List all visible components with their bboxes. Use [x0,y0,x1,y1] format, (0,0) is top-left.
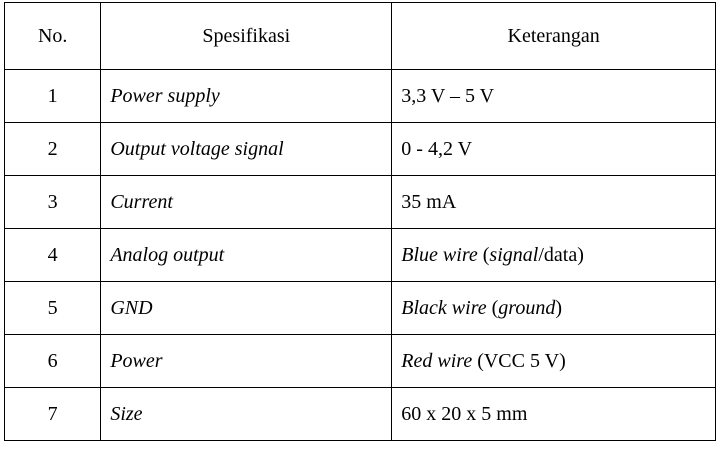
table-row [5,229,716,282]
keterangan-segment: ground [498,296,556,319]
table-row [5,70,716,123]
cell-no: 4 [5,229,101,282]
keterangan-segment: 60 x 20 x 5 mm [401,402,528,425]
keterangan-segment: (VCC 5 V) [472,349,566,372]
cell-no: 6 [5,335,101,388]
header-keterangan: Keterangan [392,3,716,70]
cell-spesifikasi: Size [101,388,392,441]
cell-spesifikasi: Analog output [101,229,392,282]
keterangan-segment: ( [486,296,499,319]
table-body [5,70,716,441]
cell-spesifikasi: Power supply [101,70,392,123]
table-row [5,388,716,441]
cell-spesifikasi: Output voltage signal [101,123,392,176]
cell-keterangan [392,335,716,388]
keterangan-segment: ) [555,296,563,319]
table-row [5,335,716,388]
keterangan-segment: signal [489,243,539,266]
specification-table [4,2,716,441]
cell-keterangan [392,123,716,176]
cell-spesifikasi: Current [101,176,392,229]
cell-keterangan [392,229,716,282]
cell-spesifikasi: Power [101,335,392,388]
cell-spesifikasi: GND [101,282,392,335]
cell-keterangan [392,70,716,123]
cell-no: 2 [5,123,101,176]
keterangan-segment: Blue wire [401,243,478,266]
cell-no: 7 [5,388,101,441]
keterangan-segment: /data) [538,243,584,266]
header-no: No. [5,3,101,70]
header-spesifikasi: Spesifikasi [101,3,392,70]
keterangan-segment: Black wire [401,296,487,319]
table-row [5,176,716,229]
keterangan-segment: 35 mA [401,190,457,213]
cell-keterangan [392,282,716,335]
keterangan-segment: Red wire [401,349,473,372]
table-header-row [5,3,716,70]
keterangan-segment: ( [477,243,490,266]
cell-keterangan [392,388,716,441]
keterangan-segment: 0 - 4,2 V [401,137,473,160]
cell-keterangan [392,176,716,229]
table-row [5,123,716,176]
cell-no: 1 [5,70,101,123]
keterangan-segment: 3,3 V – 5 V [401,84,495,107]
cell-no: 5 [5,282,101,335]
table-row [5,282,716,335]
cell-no: 3 [5,176,101,229]
